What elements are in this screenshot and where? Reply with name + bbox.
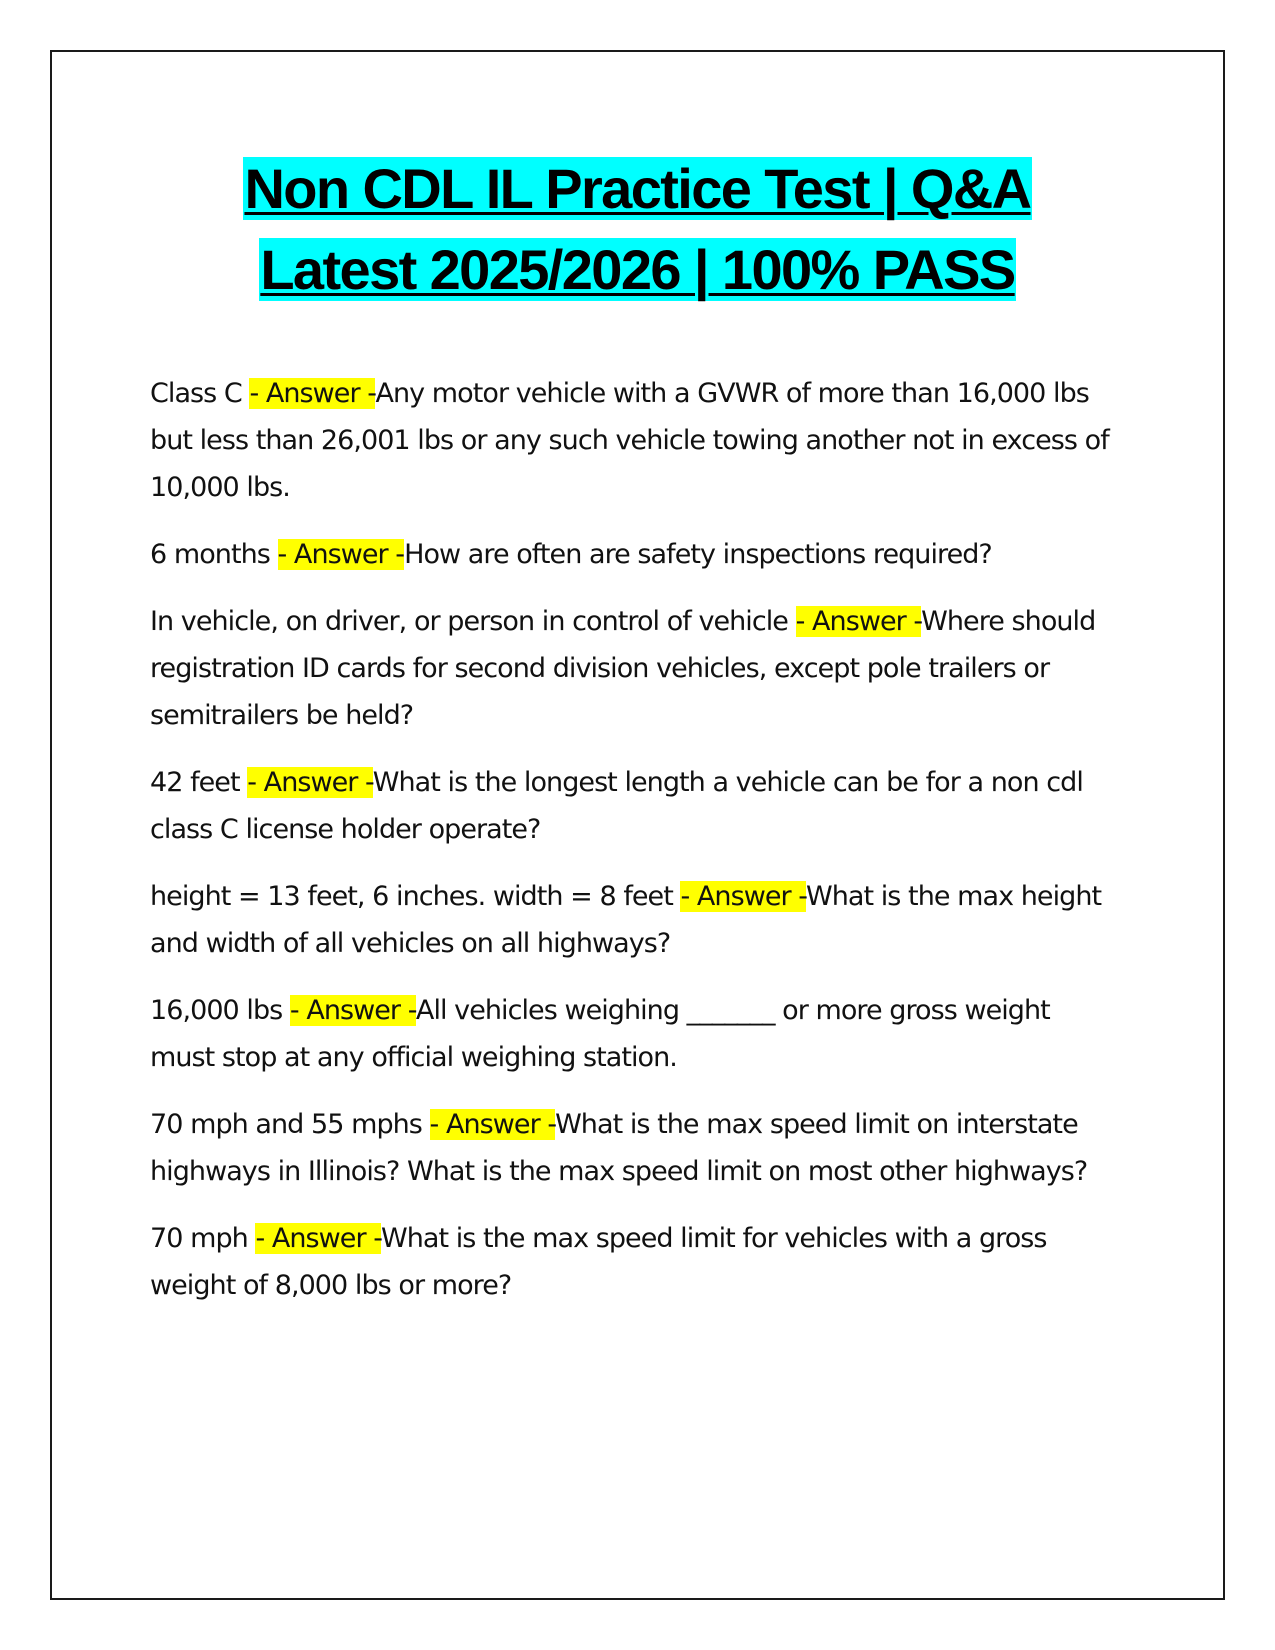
qa-answer: In vehicle, on driver, or person in control of vehicle	[150, 606, 796, 637]
qa-item-1	[150, 370, 1120, 511]
answer-marker: - Answer -	[277, 539, 405, 570]
qa-question: Any motor vehicle with a GVWR of more than 16,000 lbs but less than 26,001 lbs or any such vehicle towing another not in excess of 10,000 lbs.	[150, 378, 1109, 503]
document-title	[50, 148, 1225, 310]
qa-question: All vehicles weighing _______ or more gross weight must stop at any official weighing station.	[150, 995, 1050, 1073]
answer-marker: - Answer -	[289, 995, 416, 1026]
qa-question: What is the max speed limit for vehicles with a gross weight of 8,000 lbs or more?	[150, 1223, 1047, 1301]
qa-item-2	[150, 531, 1120, 578]
answer-marker: - Answer -	[255, 1223, 381, 1254]
qa-item-8	[150, 1215, 1120, 1309]
title-line-2-text: Latest 2025/2026 | 100% PASS	[260, 238, 1015, 301]
qa-list	[150, 370, 1120, 1329]
qa-item-7	[150, 1101, 1120, 1195]
qa-answer: height = 13 feet, 6 inches. width = 8 feet	[150, 881, 681, 912]
qa-answer: 16,000 lbs	[150, 995, 290, 1026]
qa-answer: 70 mph and 55 mphs	[150, 1109, 430, 1140]
qa-answer: 70 mph	[150, 1223, 256, 1254]
qa-question: How are often are safety inspections required?	[404, 539, 992, 570]
answer-marker: - Answer -	[247, 767, 373, 798]
title-line-1-text: Non CDL IL Practice Test | Q&A	[244, 157, 1031, 220]
title-line-2	[50, 229, 1225, 310]
qa-item-5	[150, 873, 1120, 967]
qa-question: What is the longest length a vehicle can be for a non cdl class C license holder operate?	[150, 767, 1083, 845]
answer-marker: - Answer -	[249, 378, 376, 409]
qa-item-6	[150, 987, 1120, 1081]
answer-marker: - Answer -	[680, 881, 806, 912]
title-line-1	[50, 148, 1225, 229]
qa-answer: 42 feet	[150, 767, 248, 798]
qa-item-4	[150, 759, 1120, 853]
answer-marker: - Answer -	[429, 1109, 556, 1140]
qa-question: What is the max speed limit on interstate highways in Illinois? What is the max speed limit on most other highways?	[150, 1109, 1088, 1187]
qa-item-3	[150, 598, 1120, 739]
qa-answer: 6 months	[150, 539, 278, 570]
qa-question: What is the max height and width of all vehicles on all highways?	[150, 881, 1102, 959]
qa-answer: Class C	[150, 378, 250, 409]
qa-question: Where should registration ID cards for second division vehicles, except pole trailers or semitrailers be held?	[150, 606, 1096, 731]
answer-marker: - Answer -	[795, 606, 922, 637]
